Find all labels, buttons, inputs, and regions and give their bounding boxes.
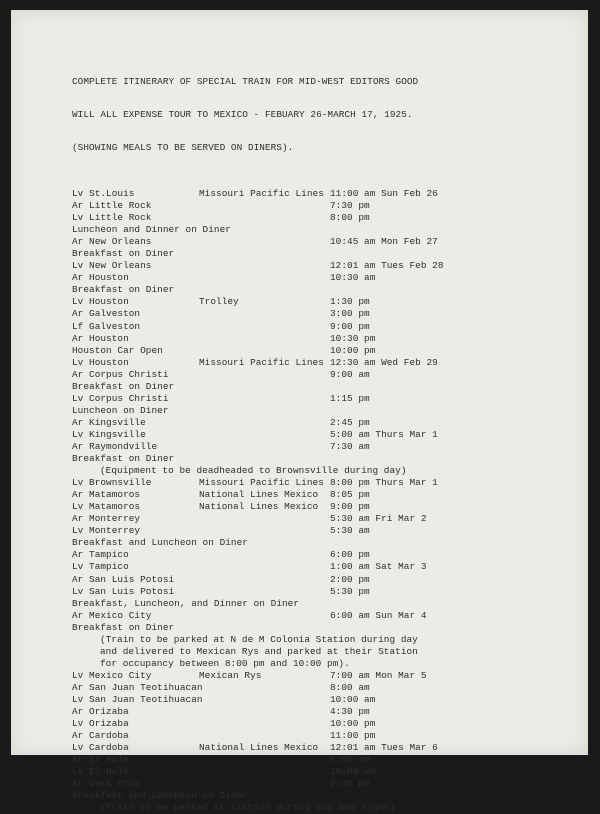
meal-text: Breakfast and Luncheon on Diner <box>72 790 248 802</box>
time-cell: 12:30 am Wed Feb 29 <box>330 356 438 368</box>
meal-note <box>72 381 418 393</box>
meal-note <box>72 248 418 260</box>
station-cell: Houston Car Open <box>72 344 163 356</box>
meal-text: Breakfast on Diner <box>72 284 175 296</box>
meal-note <box>72 284 418 296</box>
itinerary-row <box>72 260 444 272</box>
itinerary-row <box>72 477 438 489</box>
time-cell: 8:05 pm <box>330 489 370 501</box>
itinerary-row <box>72 549 418 561</box>
rail-line-cell: Missouri Pacific Lines <box>199 477 324 489</box>
rail-line-cell: Mexican Rys <box>199 669 262 681</box>
itinerary-title <box>72 54 418 175</box>
time-cell: 5:30 pm <box>330 585 370 597</box>
note-text: (Equipment to be deadheaded to Brownsville during day) <box>100 465 407 477</box>
meal-text: Breakfast on Diner <box>72 621 175 633</box>
station-cell: Ar Mexico City <box>72 609 152 621</box>
time-cell: 2:00 pm <box>330 573 370 585</box>
station-cell: Ar Kingsville <box>72 416 146 428</box>
meal-note <box>72 224 418 236</box>
time-cell: 10:45 am Mon Feb 27 <box>330 236 438 248</box>
itinerary-note <box>72 658 418 670</box>
itinerary-row <box>72 489 418 501</box>
note-text: and delivered to Mexican Rys and parked at their Station <box>100 645 418 657</box>
time-cell: 11:00 pm <box>330 730 376 742</box>
time-cell: 8:00 pm <box>330 212 370 224</box>
time-cell: 9:00 am <box>330 368 370 380</box>
station-cell: Ar Raymondville <box>72 440 158 452</box>
meal-text: Breakfast, Luncheon, and Dinner on Diner <box>72 597 300 609</box>
station-cell: Ar Houston <box>72 332 129 344</box>
station-cell: Ar New Orleans <box>72 236 152 248</box>
time-cell: 9:00 pm <box>330 501 370 513</box>
time-cell: 4:30 pm <box>330 706 370 718</box>
time-cell: 5:30 am <box>330 525 370 537</box>
rail-line-cell: Trolley <box>199 296 239 308</box>
meal-note <box>72 622 418 634</box>
station-cell: Lv Cardoba <box>72 742 129 754</box>
time-cell: 10:00 am <box>330 766 376 778</box>
meal-text: Luncheon on Diner <box>72 404 169 416</box>
itinerary-row <box>72 669 427 682</box>
itinerary-row <box>72 200 418 212</box>
note-text: (Train to be parked at station during day and night) <box>100 802 396 814</box>
meal-note <box>72 453 418 465</box>
itinerary-row <box>72 321 418 333</box>
itinerary-row <box>72 188 438 200</box>
time-cell: 10:00 pm <box>330 344 376 356</box>
itinerary-row <box>72 428 438 441</box>
meal-text: Luncheon and Dinner on Diner <box>72 224 231 236</box>
rail-line-cell: National Lines Mexico <box>199 501 319 513</box>
time-cell: 12:01 am Tues Feb 28 <box>330 260 444 272</box>
time-cell: 7:00 am Mon Mar 5 <box>330 669 427 681</box>
station-cell: Ar Little Rock <box>72 200 152 212</box>
itinerary-document <box>72 54 444 814</box>
station-cell: Ar Monterrey <box>72 513 141 525</box>
station-cell: Ar Vera Cruz <box>72 778 141 790</box>
time-cell: 6:00 am <box>330 754 370 766</box>
rail-line-cell: Missouri Pacific Lines <box>199 356 324 368</box>
itinerary-row <box>72 586 418 598</box>
rail-line-cell: National Lines Mexico <box>199 489 319 501</box>
itinerary-row <box>72 333 418 345</box>
itinerary-row <box>72 513 427 525</box>
note-text: (Train to be parked at N de M Colonia Station during day <box>100 633 418 645</box>
meal-note <box>72 537 418 549</box>
time-cell: 2:45 pm <box>330 778 370 790</box>
itinerary-row <box>72 754 418 766</box>
time-cell: 3:00 pm <box>330 308 370 320</box>
time-cell: 1:00 am Sat Mar 3 <box>330 561 427 573</box>
station-cell: Ar El Hule <box>72 754 129 766</box>
itinerary-note <box>72 465 418 477</box>
station-cell: Ar San Luis Potosi <box>72 573 175 585</box>
station-cell: Lv Houston <box>72 356 129 368</box>
station-cell: Lv Tampico <box>72 561 129 573</box>
itinerary-row <box>72 561 427 573</box>
itinerary-row <box>72 296 418 308</box>
station-cell: Ar Matamoros <box>72 489 141 501</box>
itinerary-row <box>72 742 438 754</box>
station-cell: Ar Houston <box>72 272 129 284</box>
station-cell: Lv St.Louis <box>72 188 135 199</box>
time-cell: 5:30 am Fri Mar 2 <box>330 513 427 525</box>
meal-text: Breakfast and Luncheon on Diner <box>72 537 248 549</box>
rail-line-cell: National Lines Mexico <box>199 742 319 754</box>
station-cell: Lv El Hule <box>72 766 129 778</box>
itinerary-row <box>72 609 427 622</box>
time-cell: 10:00 am <box>330 693 376 705</box>
itinerary-row <box>72 417 418 429</box>
itinerary-row <box>72 730 418 742</box>
rail-line-cell: Missouri Pacific Lines <box>199 188 324 199</box>
time-cell: 1:30 pm <box>330 296 370 308</box>
itinerary-row <box>72 369 418 381</box>
time-cell: 1:15 pm <box>330 392 370 404</box>
itinerary-row <box>72 393 418 405</box>
station-cell: Lv Houston <box>72 296 129 308</box>
itinerary-row <box>72 212 418 224</box>
station-cell: Ar Cardoba <box>72 730 129 742</box>
station-cell: Lv Matamoros <box>72 501 141 513</box>
station-cell: Ar Galveston <box>72 308 141 320</box>
station-cell: Lv San Luis Potosi <box>72 585 175 597</box>
title-line: COMPLETE ITINERARY OF SPECIAL TRAIN FOR MID-WEST EDITORS GOOD <box>72 76 419 87</box>
meal-text: Breakfast on Diner <box>72 380 175 392</box>
station-cell: Lv San Juan Teotihuacan <box>72 693 203 705</box>
title-line: WILL ALL EXPENSE TOUR TO MEXICO - FEBUARY 26-MARCH 17, 1925. <box>72 109 413 120</box>
itinerary-note <box>72 634 418 646</box>
time-cell: 2:45 pm <box>330 416 370 428</box>
itinerary-row <box>72 236 438 248</box>
station-cell: Lv Orizaba <box>72 718 129 730</box>
time-cell: 8:00 am <box>330 681 370 693</box>
time-cell: 6:00 am Sun Mar 4 <box>330 609 427 621</box>
itinerary-list <box>72 188 444 814</box>
itinerary-row <box>72 706 418 718</box>
itinerary-row <box>72 441 418 453</box>
note-text: for occupancy between 8:00 pm and 10:00 pm). <box>100 657 350 669</box>
meal-note <box>72 790 418 802</box>
station-cell: Ar Corpus Christi <box>72 368 169 380</box>
meal-text: Breakfast on Diner <box>72 248 175 260</box>
time-cell: 12:01 am Tues Mar 6 <box>330 742 438 754</box>
meal-note <box>72 598 418 610</box>
station-cell: Lv Monterrey <box>72 525 141 537</box>
itinerary-row <box>72 272 418 284</box>
time-cell: 7:30 pm <box>330 200 370 212</box>
time-cell: 11:00 am Sun Feb 26 <box>330 188 438 199</box>
station-cell: Lv Corpus Christi <box>72 392 169 404</box>
time-cell: 5:00 am Thurs Mar 1 <box>330 428 438 440</box>
station-cell: Lv Mexico City <box>72 669 152 681</box>
itinerary-row <box>72 308 418 320</box>
station-cell: Ar Tampico <box>72 549 129 561</box>
itinerary-note <box>72 646 418 658</box>
itinerary-row <box>72 694 418 706</box>
itinerary-row <box>72 501 418 513</box>
station-cell: Lv Kingsville <box>72 428 146 440</box>
station-cell: Lv New Orleans <box>72 260 152 272</box>
document-page <box>11 10 588 814</box>
station-cell: Lv Brownsville <box>72 477 152 489</box>
itinerary-row <box>72 574 418 586</box>
itinerary-row <box>72 345 418 357</box>
station-cell: Lf Galveston <box>72 320 141 332</box>
station-cell: Ar Orizaba <box>72 706 129 718</box>
itinerary-row <box>72 682 418 694</box>
meal-text: Breakfast on Diner <box>72 453 175 465</box>
time-cell: 10:00 pm <box>330 718 376 730</box>
time-cell: 10:30 pm <box>330 332 376 344</box>
time-cell: 6:00 pm <box>330 549 370 561</box>
itinerary-row <box>72 718 418 730</box>
time-cell: 7:30 am <box>330 440 370 452</box>
station-cell: Lv Little Rock <box>72 212 152 224</box>
time-cell: 10:30 am <box>330 272 376 284</box>
title-line: (SHOWING MEALS TO BE SERVED ON DINERS). <box>72 142 294 153</box>
itinerary-row <box>72 766 418 778</box>
itinerary-row <box>72 525 418 537</box>
itinerary-row <box>72 778 418 790</box>
itinerary-row <box>72 356 438 369</box>
station-cell: Ar San Juan Teotihuacan <box>72 681 203 693</box>
itinerary-note <box>72 802 418 814</box>
time-cell: 9:00 pm <box>330 320 370 332</box>
time-cell: 8:00 pm Thurs Mar 1 <box>330 477 438 489</box>
meal-note <box>72 405 418 417</box>
